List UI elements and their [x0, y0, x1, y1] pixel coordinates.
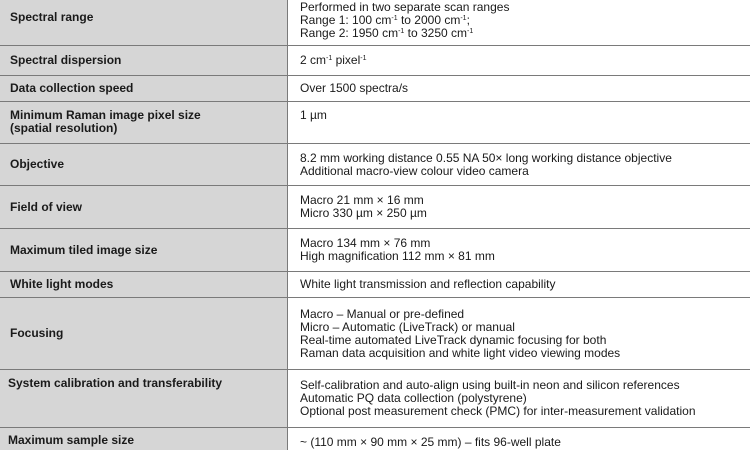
- row-label-spectral-dispersion: Spectral dispersion: [0, 46, 288, 75]
- value-line: Optional post measurement check (PMC) for inter-measurement validation: [300, 404, 696, 418]
- table-row-focusing: [0, 298, 750, 370]
- table-row-max-sample-size: [0, 428, 750, 450]
- row-label-spectral-range: Spectral range: [0, 0, 288, 45]
- value-line: 2 $cm^{-1}$ pixel$^{-1}$: [300, 53, 367, 67]
- value-line: Over 1500 spectra/s: [300, 81, 409, 95]
- table-row-data-collection-speed: [0, 76, 750, 102]
- value-line: Macro 134 mm × 76 mm: [300, 236, 431, 250]
- value-line: Range 2: 1950 $cm^{-1}$ to 3250 $cm^{-1}$: [300, 26, 474, 40]
- value-line: Performed in two separate scan ranges: [300, 0, 510, 14]
- value-line: Macro 21 mm × 16 mm: [300, 193, 424, 207]
- table-row-spectral-range: [0, 0, 750, 46]
- value-line: High magnification 112 mm × 81 mm: [300, 249, 495, 263]
- value-line: Range 1: 100 $cm^{-1}$ to 2000 $cm^{-1}$;: [300, 13, 470, 27]
- row-label-white-light-modes: White light modes: [0, 272, 288, 297]
- value-line: White light transmission and reflection capability: [300, 277, 556, 291]
- table-row-objective: [0, 144, 750, 186]
- row-label-data-collection-speed: Data collection speed: [0, 76, 288, 101]
- row-value-field-of-view: [288, 186, 750, 228]
- row-label-max-tiled-image: Maximum tiled image size: [0, 229, 288, 271]
- value-line: Micro – Automatic (LiveTrack) or manual: [300, 319, 515, 334]
- row-value-spectral-dispersion: [288, 46, 750, 75]
- row-value-objective: [288, 144, 750, 185]
- row-label-system-calibration: System calibration and transferability: [0, 370, 288, 427]
- row-value-spectral-range: [288, 0, 750, 45]
- row-value-max-tiled-image: [288, 229, 750, 271]
- row-value-white-light-modes: [288, 272, 750, 297]
- value-line: Raman data acquisition and white light video viewing modes: [300, 345, 621, 360]
- row-label-objective: Objective: [0, 144, 288, 185]
- row-value-min-pixel-size: [288, 102, 750, 143]
- label-line: Minimum Raman image pixel size: [10, 108, 201, 122]
- table-row-max-tiled-image: [0, 229, 750, 272]
- row-label-focusing: Focusing: [0, 298, 288, 369]
- row-label-max-sample-size: Maximum sample size: [0, 428, 288, 450]
- row-value-data-collection-speed: [288, 76, 750, 101]
- table-row-white-light-modes: [0, 272, 750, 298]
- value-line: 8.2 mm working distance 0.55 NA 50× long working distance objective: [300, 150, 672, 165]
- label-line: (spatial resolution): [10, 121, 118, 135]
- table-row-field-of-view: [0, 186, 750, 229]
- value-line: Real-time automated LiveTrack dynamic focusing for both: [300, 332, 607, 347]
- value-line: 1 µm: [300, 108, 327, 122]
- table-row-min-pixel-size: [0, 102, 750, 144]
- value-line: Macro – Manual or pre-defined: [300, 306, 465, 321]
- row-label-min-pixel-size: [0, 102, 288, 143]
- row-value-max-sample-size: [288, 428, 750, 450]
- row-value-focusing: [288, 298, 750, 369]
- row-value-system-calibration: [288, 370, 750, 427]
- table-row-system-calibration: [0, 370, 750, 428]
- value-line: Micro 330 µm × 250 µm: [300, 206, 427, 220]
- table-row-spectral-dispersion: [0, 46, 750, 76]
- row-label-field-of-view: Field of view: [0, 186, 288, 228]
- value-line: Self-calibration and auto-align using built-in neon and silicon references: [300, 378, 680, 392]
- value-line: Additional macro-view colour video camera: [300, 163, 529, 178]
- value-line: ~ (110 mm × 90 mm × 25 mm) – fits 96-well plate: [300, 435, 561, 449]
- value-line: Automatic PQ data collection (polystyrene): [300, 391, 527, 405]
